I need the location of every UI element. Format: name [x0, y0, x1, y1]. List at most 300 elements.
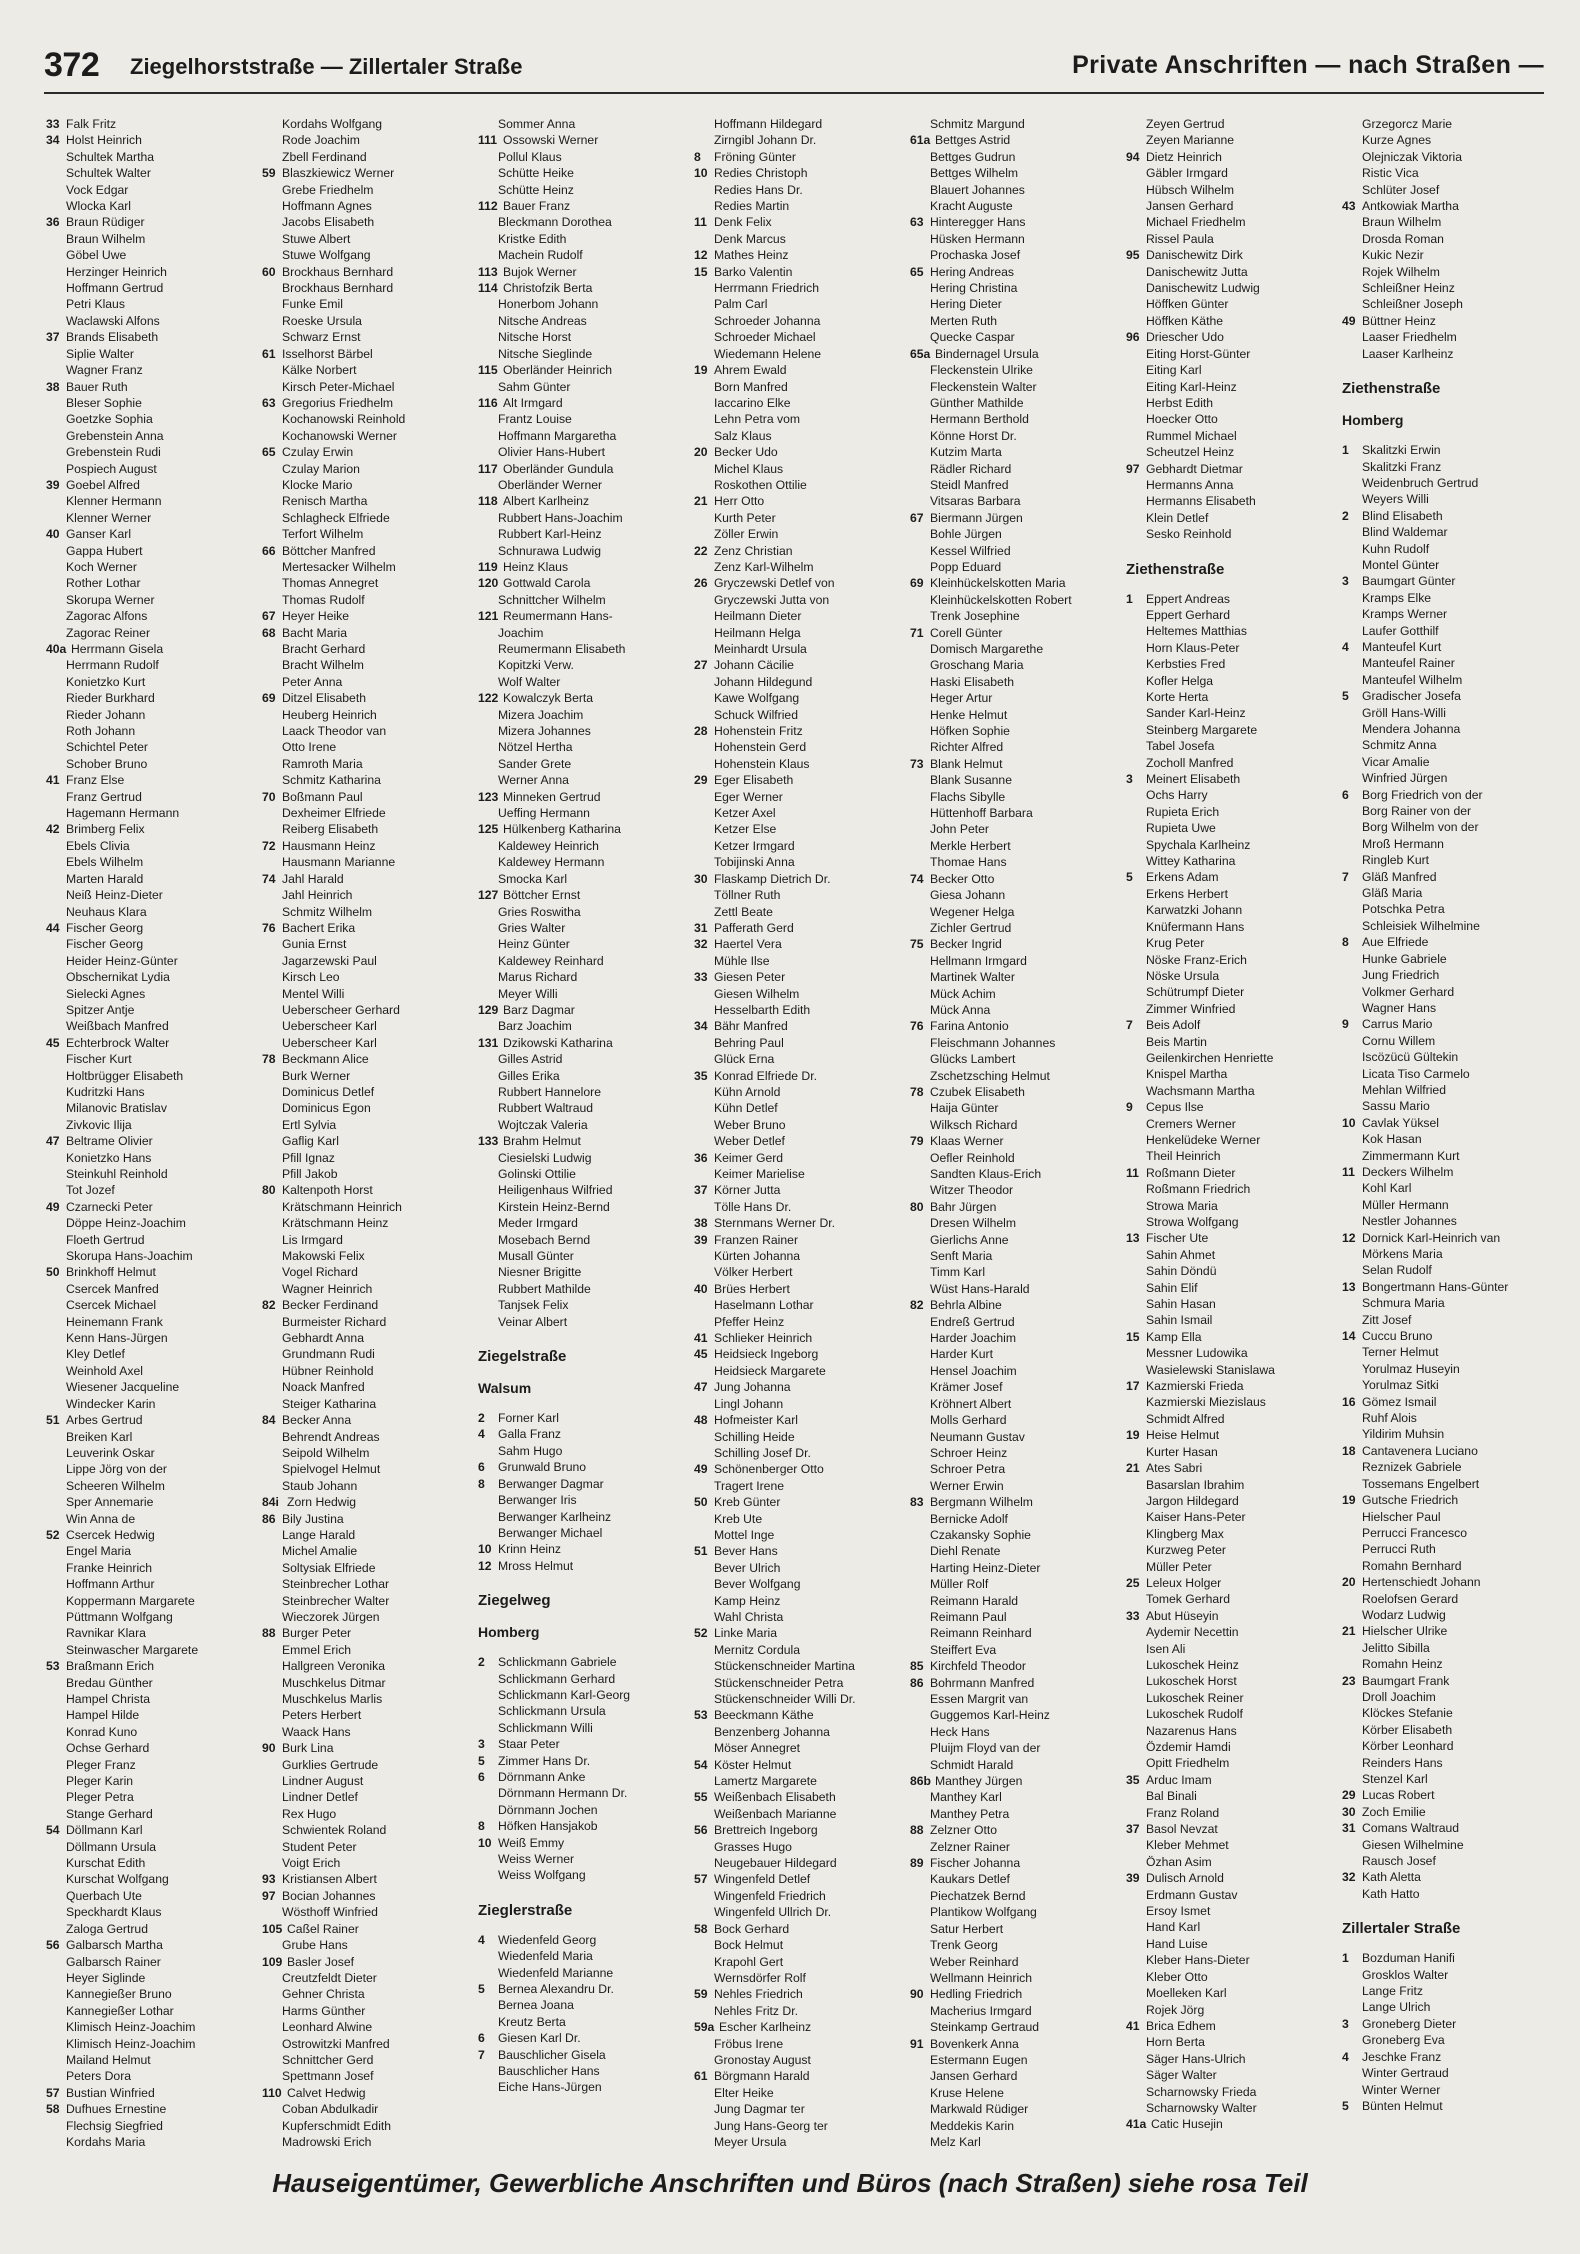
directory-entry	[46, 1822, 252, 1838]
house-number	[1342, 1049, 1362, 1065]
house-number	[262, 1560, 282, 1576]
house-number	[1126, 1591, 1146, 1607]
directory-entry	[262, 641, 468, 657]
directory-entry	[46, 707, 252, 723]
house-number: 32	[694, 937, 708, 952]
house-number: 60	[262, 264, 276, 279]
directory-entry	[1126, 837, 1332, 853]
directory-entry	[478, 1264, 684, 1280]
house-number	[262, 1691, 282, 1707]
house-number	[694, 707, 714, 723]
directory-entry	[1342, 1082, 1548, 1098]
directory-entry	[694, 1346, 900, 1362]
directory-entry	[46, 1806, 252, 1822]
directory-entry	[46, 2085, 252, 2101]
house-number	[910, 526, 930, 542]
house-number	[910, 444, 930, 460]
resident-name: Calvet Hedwig	[287, 2085, 366, 2100]
house-number: 73	[910, 756, 924, 771]
house-number	[910, 1035, 930, 1051]
resident-name: Heilmann Dieter	[714, 609, 802, 624]
resident-name: Benzenberg Johanna	[714, 1724, 830, 1739]
house-number: 56	[46, 1938, 60, 1953]
directory-entry	[1342, 1820, 1548, 1836]
directory-entry	[910, 214, 1116, 230]
house-number	[478, 707, 498, 723]
resident-name: Dörnmann Anke	[498, 1769, 586, 1784]
house-number	[910, 707, 930, 723]
house-number: 50	[694, 1495, 708, 1510]
directory-entry	[1342, 149, 1548, 165]
directory-entry	[694, 264, 900, 280]
directory-entry	[1342, 1787, 1548, 1803]
resident-name: Klimisch Heinz-Joachim	[66, 2020, 196, 2035]
directory-entry	[694, 395, 900, 411]
directory-entry	[910, 411, 1116, 427]
house-number	[478, 1314, 498, 1330]
directory-entry	[262, 1297, 468, 1313]
directory-entry	[262, 1281, 468, 1297]
resident-name: Jeschke Franz	[1362, 2049, 1442, 2064]
resident-name: Roeske Ursula	[282, 313, 362, 328]
directory-entry	[46, 362, 252, 378]
resident-name: Kupferschmidt Edith	[282, 2118, 392, 2133]
resident-name: Dörnmann Hermann Dr.	[498, 1786, 628, 1801]
resident-name: Kreb Ute	[714, 1511, 763, 1526]
resident-name: Kleber Otto	[1146, 1969, 1208, 1984]
directory-entry	[478, 1232, 684, 1248]
house-number	[694, 592, 714, 608]
resident-name: Eger Werner	[714, 789, 783, 804]
house-number	[1342, 247, 1362, 263]
resident-name: Schmitz Wilhelm	[282, 904, 373, 919]
resident-name: Brinkhoff Helmut	[66, 1265, 156, 1280]
directory-entry	[478, 461, 684, 477]
house-number	[1126, 689, 1146, 705]
house-number	[478, 247, 498, 263]
resident-name: Isselhorst Bärbel	[282, 346, 373, 361]
resident-name: Schlickmann Gabriele	[498, 1655, 617, 1670]
directory-entry	[46, 313, 252, 329]
resident-name: Böttcher Manfred	[282, 543, 376, 558]
house-number	[262, 2036, 282, 2052]
resident-name: Cantavenera Luciano	[1362, 1443, 1478, 1458]
house-number: 45	[46, 1035, 60, 1050]
directory-entry	[1342, 313, 1548, 329]
house-number: 2	[478, 1655, 485, 1670]
house-number: 70	[262, 789, 276, 804]
directory-entry	[910, 756, 1116, 772]
directory-entry	[262, 198, 468, 214]
house-number	[262, 969, 282, 985]
directory-entry	[694, 329, 900, 345]
house-number	[262, 1478, 282, 1494]
directory-entry	[1342, 1000, 1548, 1016]
directory-entry	[910, 329, 1116, 345]
resident-name: Leleux Holger	[1146, 1575, 1222, 1590]
house-number: 3	[478, 1737, 485, 1752]
house-number	[1126, 1066, 1146, 1082]
house-number	[478, 1297, 498, 1313]
directory-entry	[910, 1921, 1116, 1937]
directory-entry	[262, 920, 468, 936]
directory-entry	[1126, 132, 1332, 148]
directory-entry	[1126, 2018, 1332, 2034]
directory-entry	[1126, 640, 1332, 656]
house-number	[1126, 837, 1146, 853]
house-number	[1342, 1771, 1362, 1787]
house-number	[478, 756, 498, 772]
directory-entry	[1126, 755, 1332, 771]
house-number	[1126, 919, 1146, 935]
house-number: 86b	[910, 1774, 932, 1789]
house-number	[262, 559, 282, 575]
house-number	[46, 1806, 66, 1822]
resident-name: Aydemir Necettin	[1146, 1625, 1239, 1640]
resident-name: Lukoschek Reiner	[1146, 1690, 1244, 1705]
directory-entry	[46, 838, 252, 854]
resident-name: Schütrumpf Dieter	[1146, 985, 1245, 1000]
directory-entry	[910, 1642, 1116, 1658]
house-number	[262, 641, 282, 657]
house-number	[46, 1002, 66, 1018]
resident-name: Klingberg Max	[1146, 1526, 1224, 1541]
resident-name: Winfried Jürgen	[1362, 771, 1448, 786]
directory-entry	[46, 641, 252, 657]
resident-name: Krapohl Gert	[714, 1954, 784, 1969]
directory-entry	[1126, 1739, 1332, 1755]
resident-name: Nitsche Andreas	[498, 313, 587, 328]
directory-entry	[478, 1068, 684, 1084]
directory-entry	[910, 1051, 1116, 1067]
house-number	[1126, 2084, 1146, 2100]
resident-name: Kühn Detlef	[714, 1101, 778, 1116]
house-number	[694, 2118, 714, 2134]
directory-entry	[262, 428, 468, 444]
resident-name: Becker Anna	[282, 1413, 352, 1428]
resident-name: Lukoschek Rudolf	[1146, 1707, 1243, 1722]
resident-name: Olejniczak Viktoria	[1362, 149, 1463, 164]
directory-entry	[478, 264, 684, 280]
house-number: 93	[262, 1872, 276, 1887]
directory-entry	[262, 1018, 468, 1034]
directory-entry	[910, 821, 1116, 837]
resident-name: Wachsmann Martha	[1146, 1083, 1255, 1098]
house-number	[262, 805, 282, 821]
resident-name: Lukoschek Heinz	[1146, 1657, 1239, 1672]
resident-name: Keimer Marielise	[714, 1167, 805, 1181]
house-number	[46, 1904, 66, 1920]
house-number	[46, 657, 66, 673]
house-number: 28	[694, 724, 708, 739]
resident-name: Rubbert Hannelore	[498, 1084, 601, 1099]
directory-entry	[46, 526, 252, 542]
house-number	[694, 116, 714, 132]
directory-entry	[1342, 1066, 1548, 1082]
house-number: 80	[262, 1183, 276, 1198]
directory-entry	[262, 1232, 468, 1248]
house-number	[1342, 1755, 1362, 1771]
resident-name: Heiligenhaus Wilfried	[498, 1183, 613, 1198]
house-number	[46, 2036, 66, 2052]
directory-entry	[1342, 852, 1548, 868]
directory-entry	[1126, 1509, 1332, 1525]
directory-entry	[46, 559, 252, 575]
house-number	[1342, 1558, 1362, 1574]
house-number: 14	[1342, 1329, 1356, 1344]
directory-entry	[1126, 116, 1332, 132]
resident-name: Bünten Helmut	[1362, 2098, 1443, 2113]
directory-entry	[1126, 1116, 1332, 1132]
directory-entry	[46, 2118, 252, 2134]
resident-name: Zimmer Hans Dr.	[498, 1753, 591, 1768]
house-number	[1126, 1116, 1146, 1132]
directory-entry	[694, 559, 900, 575]
resident-name: Sahin Ismail	[1146, 1313, 1213, 1328]
directory-entry	[46, 608, 252, 624]
house-number	[46, 1018, 66, 1034]
resident-name: Weißbach Manfred	[66, 1019, 169, 1034]
directory-entry	[478, 477, 684, 493]
house-number	[694, 2003, 714, 2019]
resident-name: Grundmann Rudi	[282, 1347, 375, 1362]
resident-name: Manthey Jürgen	[935, 1774, 1023, 1789]
directory-entry	[478, 132, 684, 148]
house-number	[1126, 1788, 1146, 1804]
resident-name: Hüsken Hermann	[930, 231, 1025, 246]
directory-entry	[910, 1248, 1116, 1264]
house-number	[910, 559, 930, 575]
directory-entry	[478, 936, 684, 952]
resident-name: Fleischmann Johannes	[930, 1035, 1056, 1050]
resident-name: Hertenschiedt Johann	[1362, 1575, 1481, 1590]
resident-name: Mathes Heinz	[714, 248, 789, 263]
house-number: 61	[262, 346, 276, 361]
resident-name: Konietzko Kurt	[66, 674, 146, 689]
directory-entry	[262, 149, 468, 165]
directory-entry	[1126, 1526, 1332, 1542]
house-number	[910, 1954, 930, 1970]
house-number	[1126, 1854, 1146, 1870]
resident-name: Cepus Ilse	[1146, 1100, 1204, 1115]
resident-name: Hoffmann Margaretha	[498, 428, 617, 443]
house-number	[910, 1560, 930, 1576]
house-number	[478, 838, 498, 854]
directory-entry	[910, 296, 1116, 312]
resident-name: Skorupa Hans-Joachim	[66, 1249, 193, 1264]
resident-name: Rubbert Karl-Heinz	[498, 527, 602, 542]
resident-name: Hausmann Heinz	[282, 838, 376, 853]
house-number: 8	[1342, 935, 1349, 950]
resident-name: Krätschmann Heinz	[282, 1216, 389, 1231]
directory-entry	[1342, 984, 1548, 1000]
resident-name: Gottwald Carola	[503, 576, 591, 591]
directory-entry	[1342, 1230, 1548, 1246]
house-number	[262, 887, 282, 903]
directory-entry	[262, 411, 468, 427]
directory-entry	[262, 2118, 468, 2134]
resident-name: Erkens Herbert	[1146, 886, 1228, 901]
resident-name: Oberländer Werner	[498, 477, 603, 492]
directory-entry	[910, 543, 1116, 559]
resident-name: Nötzel Hertha	[498, 740, 573, 755]
house-number	[910, 1609, 930, 1625]
resident-name: Albert Karlheinz	[503, 494, 590, 509]
directory-entry	[478, 1736, 684, 1752]
house-number	[262, 1773, 282, 1789]
resident-name: Reumermann Hans-	[503, 609, 613, 624]
directory-entry	[1126, 935, 1332, 951]
directory-entry	[478, 592, 684, 608]
house-number: 120	[478, 576, 499, 591]
resident-name: Jahl Heinrich	[282, 888, 353, 903]
house-number	[694, 1855, 714, 1871]
directory-entry	[910, 1871, 1116, 1887]
resident-name: Neuhaus Klara	[66, 904, 147, 919]
resident-name: Gries Roswitha	[498, 904, 581, 919]
resident-name: Kaldewey Reinhard	[498, 953, 604, 968]
house-number	[478, 116, 498, 132]
house-number	[46, 296, 66, 312]
house-number	[1342, 1295, 1362, 1311]
resident-name: Zaloga Gertrud	[66, 1921, 148, 1936]
resident-name: Sternmans Werner Dr.	[714, 1216, 836, 1231]
house-number	[1342, 1689, 1362, 1705]
resident-name: Bauschlicher Gisela	[498, 2047, 606, 2062]
resident-name: Gläß Manfred	[1362, 869, 1437, 884]
resident-name: Lamertz Margarete	[714, 1774, 817, 1789]
directory-entry	[694, 1215, 900, 1231]
house-number: 83	[910, 1495, 924, 1510]
directory-entry	[46, 116, 252, 132]
resident-name: Plantikow Wolfgang	[930, 1905, 1037, 1920]
resident-name: Herbst Edith	[1146, 395, 1214, 410]
house-number	[46, 1281, 66, 1297]
directory-entry	[262, 1724, 468, 1740]
directory-entry	[694, 1232, 900, 1248]
directory-entry	[694, 444, 900, 460]
house-number	[694, 2134, 714, 2150]
house-number	[1342, 1066, 1362, 1082]
directory-entry	[46, 1084, 252, 1100]
directory-entry	[1126, 1148, 1332, 1164]
directory-entry	[1126, 952, 1332, 968]
directory-entry	[910, 2085, 1116, 2101]
house-number	[46, 2019, 66, 2035]
house-number	[694, 1314, 714, 1330]
house-number	[1342, 346, 1362, 362]
house-number	[262, 1084, 282, 1100]
directory-entry	[1126, 1788, 1332, 1804]
house-number	[694, 346, 714, 362]
house-number: 112	[478, 199, 498, 214]
resident-name: Jung Dagmar ter	[714, 2102, 805, 2117]
resident-name: Staar Peter	[498, 1737, 560, 1752]
directory-entry	[46, 2019, 252, 2035]
directory-entry	[478, 920, 684, 936]
house-number	[46, 707, 66, 723]
resident-name: Kirsch Leo	[282, 970, 340, 985]
house-number	[1126, 1969, 1146, 1985]
house-number	[1342, 1837, 1362, 1853]
directory-entry	[1126, 902, 1332, 918]
resident-name: Jung Friedrich	[1362, 968, 1440, 983]
resident-name: Staub Johann	[282, 1478, 358, 1493]
house-number	[1342, 491, 1362, 507]
resident-name: Körber Leonhard	[1362, 1739, 1454, 1754]
directory-entry	[910, 1199, 1116, 1215]
directory-entry	[1126, 722, 1332, 738]
resident-name: Wiesener Jacqueline	[66, 1380, 180, 1395]
house-number	[910, 1346, 930, 1362]
resident-name: Gehner Christa	[282, 1987, 365, 2002]
directory-entry	[910, 1511, 1116, 1527]
directory-entry	[46, 1396, 252, 1412]
directory-entry	[1126, 968, 1332, 984]
house-number	[1126, 902, 1146, 918]
resident-name: Eiche Hans-Jürgen	[498, 2080, 602, 2095]
directory-entry	[262, 2036, 468, 2052]
house-number	[694, 608, 714, 624]
house-number	[1342, 1098, 1362, 1114]
resident-name: Grebe Friedhelm	[282, 182, 374, 197]
resident-name: Laaser Karlheinz	[1362, 346, 1454, 361]
directory-entry	[46, 871, 252, 887]
directory-entry	[1126, 886, 1332, 902]
resident-name: Zagorac Reiner	[66, 625, 150, 640]
resident-name: Zivkovic Ilija	[66, 1117, 132, 1132]
directory-entry	[1126, 1165, 1332, 1181]
resident-name: Gilles Astrid	[498, 1052, 563, 1067]
resident-name: Schuck Wilfried	[714, 707, 798, 722]
resident-name: Terner Helmut	[1362, 1345, 1439, 1360]
resident-name: Johann Hildegund	[714, 674, 813, 689]
resident-name: Dexheimer Elfriede	[282, 806, 386, 821]
house-number	[262, 953, 282, 969]
directory-entry	[478, 182, 684, 198]
resident-name: Steinberg Margarete	[1146, 722, 1258, 737]
house-number	[46, 362, 66, 378]
resident-name: Bernea Joana	[498, 1998, 574, 2013]
resident-name: Bahr Jürgen	[930, 1199, 997, 1214]
resident-name: Funke Emil	[282, 297, 343, 312]
directory-entry	[262, 2085, 468, 2101]
resident-name: Deckers Wilhelm	[1362, 1164, 1454, 1179]
house-number	[478, 1182, 498, 1198]
resident-name: Braßmann Erich	[66, 1659, 155, 1674]
resident-name: Leuverink Oskar	[66, 1445, 155, 1460]
directory-entry	[262, 1264, 468, 1280]
resident-name: Ditzel Elisabeth	[282, 691, 366, 706]
house-number: 114	[478, 281, 498, 296]
resident-name: Kracht Auguste	[930, 199, 1013, 214]
resident-name: Krinn Heinz	[498, 1542, 561, 1557]
directory-column	[478, 116, 684, 2156]
directory-entry	[478, 1851, 684, 1867]
house-number	[694, 674, 714, 690]
house-number	[262, 280, 282, 296]
resident-name: Kruse Helene	[930, 2085, 1004, 2100]
house-number	[262, 575, 282, 591]
directory-entry	[478, 739, 684, 755]
resident-name: Konrad Kuno	[66, 1724, 138, 1739]
resident-name: Strowa Wolfgang	[1146, 1215, 1239, 1229]
resident-name: Harder Joachim	[930, 1331, 1017, 1346]
resident-name: Thomas Rudolf	[282, 592, 365, 607]
directory-entry	[478, 214, 684, 230]
house-number	[1342, 1656, 1362, 1672]
directory-entry	[694, 182, 900, 198]
